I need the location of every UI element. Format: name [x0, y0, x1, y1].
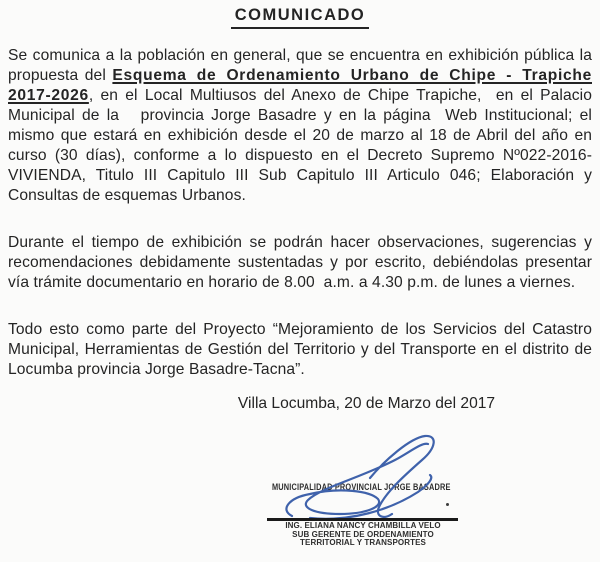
document-title-text: COMUNICADO: [231, 6, 370, 29]
paragraph-intro: [8, 46, 592, 206]
signature-caption: [268, 522, 458, 548]
plan-name-emphasis: Esquema de Ordenamiento Urbano de Chipe - Trapiche 2017-2026: [8, 67, 592, 104]
ink-dot: [446, 503, 449, 506]
paragraph-observations: Durante el tiempo de exhibición se podrán hacer observaciones, sugerencias y recomendaciones debidamente sustentadas y por escrito, debiéndolas presentar vía trámite documentario en horario de 8.00 a.m. a 4.30 p.m. de lunes a viernes.: [8, 234, 592, 291]
dateline: Villa Locumba, 20 de Marzo del 2017: [237, 395, 496, 412]
handwritten-signature-icon: [270, 430, 470, 525]
signature-signer-name: ING. ELIANA NANCY CHAMBILLA VELO: [285, 521, 441, 530]
document-title: [8, 6, 592, 29]
paragraph-intro-lead: Se comunica a la población en general, que se encuentra en exhibición pública la propuesta del: [8, 47, 592, 84]
signature-block: [0, 430, 600, 562]
paragraph-intro-continuation: , en el Local Multiusos del Anexo de Chipe Trapiche, en el Palacio Municipal de la provincia Jorge Basadre y en la página Web Institucional; el mismo que estará en exhibición desde el 20 de marzo al 18 de Abril del año en curso (30 días), conforme a lo dispuesto en el Decreto Supremo Nº022-2016-VIVIENDA, Titulo III Capitulo III Sub Capitulo III Articulo 046; Elaboración y Consultas de esquemas Urbanos.: [8, 87, 592, 204]
signature-signer-title-2: TERRITORIAL Y TRANSPORTES: [300, 538, 426, 547]
signature-signer-title-1: SUB GERENTE DE ORDENAMIENTO: [292, 529, 434, 539]
paragraph-project: Todo esto como parte del Proyecto “Mejoramiento de los Servicios del Catastro Municipal, Herramientas de Gestión del Territorio y del Transporte en el distrito de Locumba provincia Jorge Basadre-Tacna”.: [8, 321, 592, 378]
signature-organization: MUNICIPALIDAD PROVINCIAL JORGE BASADRE: [272, 482, 451, 492]
